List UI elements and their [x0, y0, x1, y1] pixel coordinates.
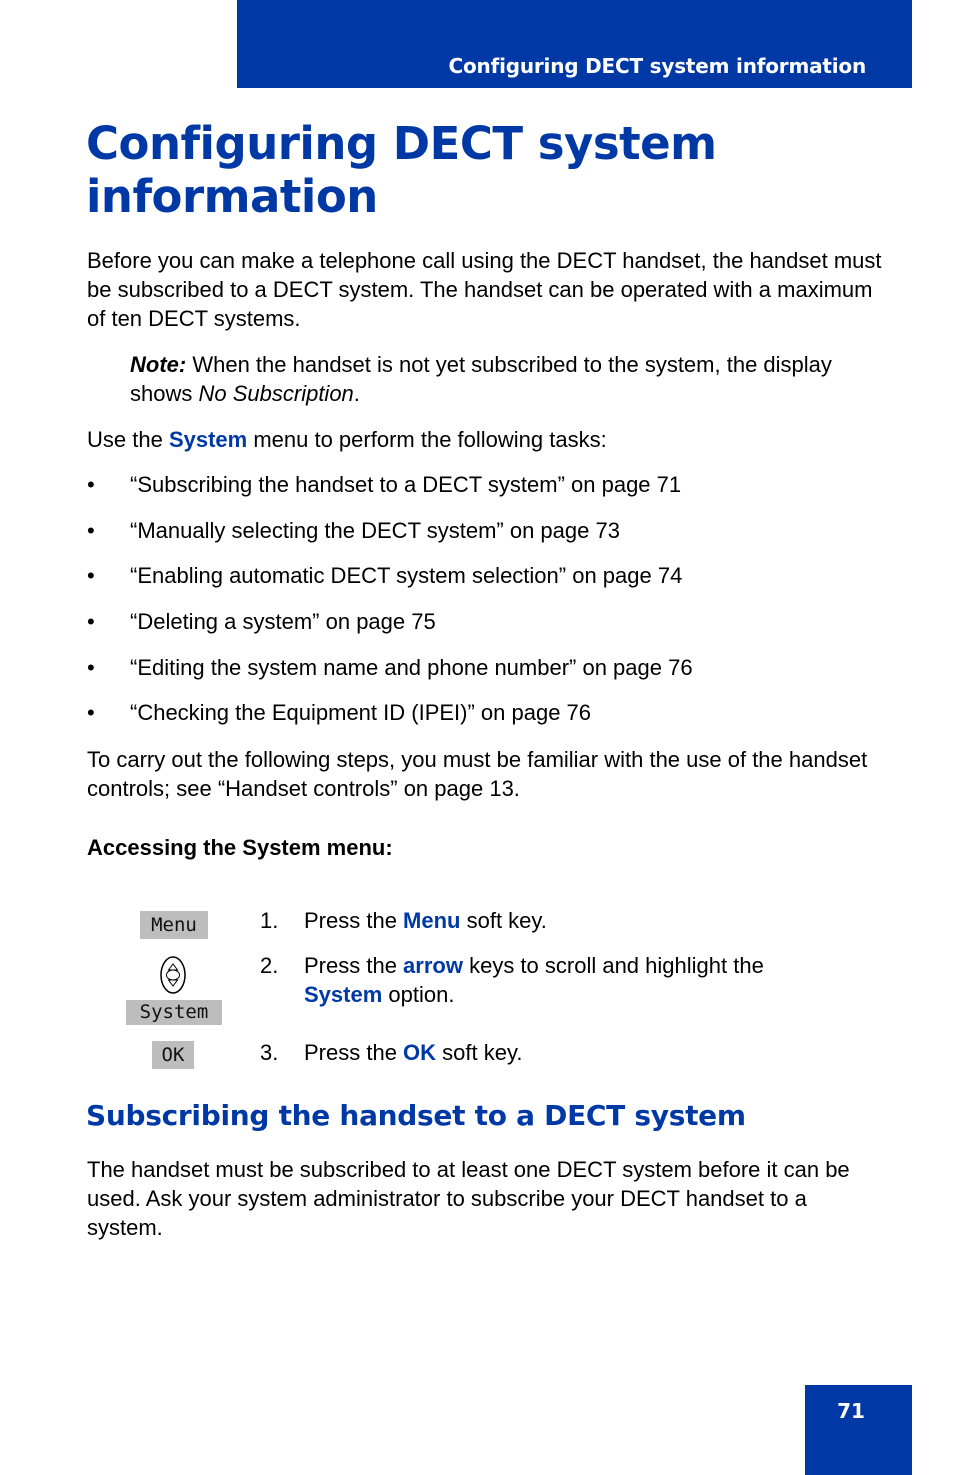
note-emphasis: No Subscription — [198, 381, 354, 406]
system-option-icon: System — [126, 1000, 222, 1025]
step-number: 3. — [260, 1040, 279, 1065]
arrow-keyword: arrow — [403, 953, 463, 978]
use-menu-before: Use the — [87, 427, 169, 452]
menu-keyword: Menu — [403, 908, 461, 933]
task-link[interactable]: “Subscribing the handset to a DECT system” on page 71 — [130, 472, 682, 497]
task-link[interactable]: “Checking the Equipment ID (IPEI)” on page 76 — [130, 700, 592, 726]
ok-keyword: OK — [403, 1040, 437, 1065]
accessing-heading: Accessing the System menu: — [87, 835, 393, 860]
step-text: soft key. — [436, 1040, 523, 1065]
note-label: Note: — [130, 352, 187, 377]
step-text: option. — [382, 982, 455, 1007]
section-paragraph: The handset must be subscribed to at least one DECT system before it can be used. Ask your system administrator to subscribe your DECT handset to a system. — [87, 1157, 850, 1240]
list-item[interactable] — [87, 516, 693, 562]
step-text: Press the — [304, 908, 404, 933]
bullet: • — [87, 563, 95, 589]
use-menu-paragraph — [87, 425, 887, 454]
system-keyword: System — [168, 427, 248, 452]
note-end: . — [353, 381, 360, 406]
step-text: Press the — [304, 1040, 404, 1065]
task-list — [87, 470, 693, 744]
list-item[interactable] — [87, 653, 693, 699]
list-item[interactable] — [87, 470, 693, 516]
note-text: When the handset is not yet subscribed to the system, the display shows — [130, 352, 832, 406]
step-2 — [260, 951, 860, 1009]
task-link[interactable]: “Editing the system name and phone number” on page 76 — [130, 654, 693, 680]
step-3 — [260, 1038, 860, 1067]
running-header: Configuring DECT system information — [448, 54, 866, 78]
bullet: • — [87, 700, 95, 726]
section-heading: Subscribing the handset to a DECT system — [86, 1099, 746, 1132]
header-bar — [237, 0, 912, 88]
intro-paragraph: Before you can make a telephone call using the DECT handset, the handset must be subscribed to a DECT system. The handset can be operated with a maximum of ten DECT systems. — [87, 248, 882, 331]
navigation-arrow-key-icon — [159, 955, 187, 995]
list-item[interactable] — [87, 561, 693, 607]
menu-softkey-icon: Menu — [140, 911, 208, 939]
note — [130, 350, 890, 408]
step-number: 2. — [260, 953, 279, 978]
bullet: • — [87, 609, 95, 635]
system-keyword: System — [304, 982, 383, 1007]
list-item[interactable] — [87, 698, 693, 744]
list-item[interactable] — [87, 607, 693, 653]
task-link[interactable]: “Manually selecting the DECT system” on page 73 — [130, 517, 620, 543]
step-text: soft key. — [460, 908, 547, 933]
step-number: 1. — [260, 908, 279, 933]
use-menu-after: menu to perform the following tasks: — [247, 427, 607, 452]
ok-softkey-icon: OK — [152, 1041, 194, 1069]
bullet: • — [87, 472, 95, 497]
task-link[interactable]: “Enabling automatic DECT system selection” on page 74 — [130, 563, 683, 589]
bullet: • — [87, 654, 95, 680]
task-link[interactable]: “Deleting a system” on page 75 — [130, 609, 436, 635]
bullet: • — [87, 517, 95, 543]
page-number: 71 — [837, 1399, 865, 1423]
step-text: Press the — [304, 953, 404, 978]
page-title: Configuring DECT system information — [86, 117, 717, 223]
familiar-paragraph: To carry out the following steps, you must be familiar with the use of the handset controls; see “Handset controls” on page 13. — [87, 747, 868, 801]
page-number-box — [805, 1385, 912, 1475]
step-text: keys to scroll and highlight the — [462, 953, 764, 978]
step-1 — [260, 906, 860, 935]
